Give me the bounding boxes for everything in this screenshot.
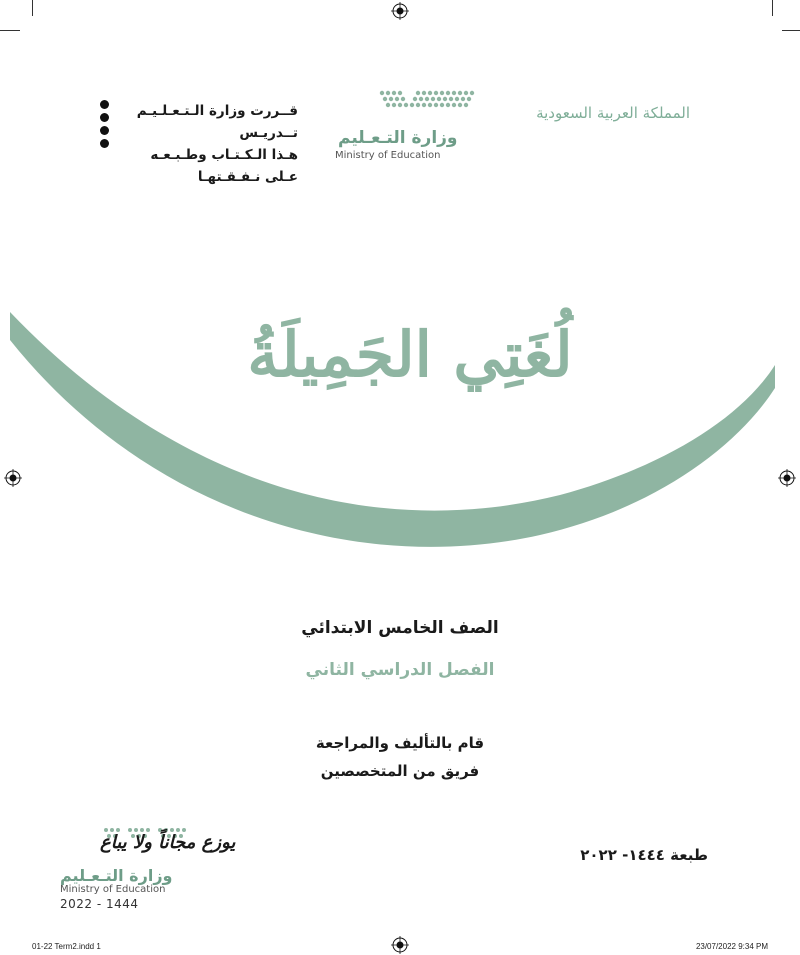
approval-line-2: هـذا الـكـتـاب وطـبـعـه عـلى نـفـقـتهـا [150, 147, 298, 185]
registration-mark-icon [391, 936, 409, 954]
approval-statement [118, 100, 298, 188]
authors-line-1: قام بالتأليف والمراجعة [315, 734, 485, 752]
footer-ministry-english: Ministry of Education [60, 884, 166, 895]
semester: الفصل الدراسي الثاني [305, 660, 495, 680]
crop-mark-top-right-h [782, 30, 800, 31]
ministry-name-english: Ministry of Education [335, 150, 441, 161]
edition-year: طبعة ١٤٤٤- ٢٠٢٢ [580, 846, 708, 864]
slug-timestamp: 23/07/2022 9:34 PM [695, 942, 768, 951]
authors-line-2: فريق من المتخصصين [320, 762, 480, 780]
grade-level: الصف الخامس الابتدائي [301, 618, 499, 638]
crop-mark-top-left-h [0, 30, 20, 31]
approval-line-1: قــررت وزارة الـتـعـلـيـم تــدريـس [136, 103, 298, 141]
kingdom-name: المملكة العربية السعودية [536, 104, 690, 122]
footer-ministry-arabic: وزارة التـعـليم [60, 866, 173, 885]
ministry-name-arabic: وزارة التـعـليم [338, 128, 458, 148]
slug-filename: 01-22 Term2.indd 1 [32, 942, 101, 951]
crop-mark-top-right [772, 0, 773, 16]
approval-bullets [100, 100, 110, 152]
footer-year: 2022 - 1444 [60, 897, 139, 911]
book-title: لُغَتِي الجَمِيلَةُ [247, 318, 573, 391]
crop-mark-top-left [32, 0, 33, 16]
free-distribution-text: يوزع مجاناً ولا يباع [100, 832, 236, 853]
registration-mark-icon [391, 2, 409, 20]
